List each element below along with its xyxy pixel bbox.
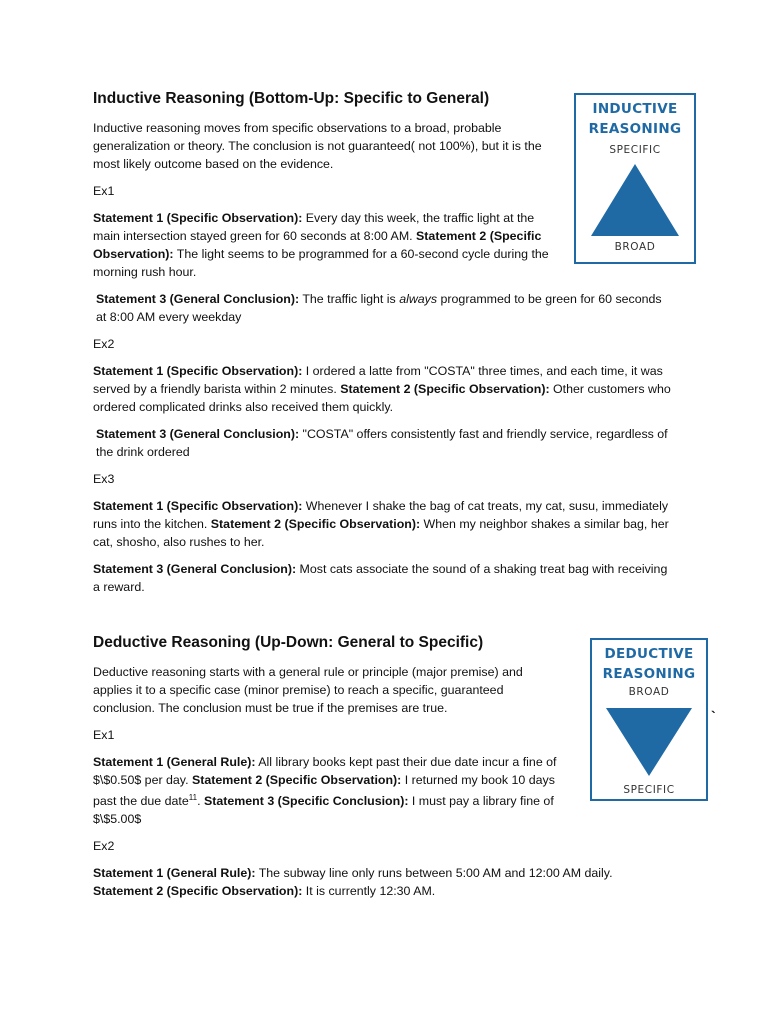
statement-text: When my neighbor shakes a similar bag, her cat, shosho, also rushes to her.: [93, 517, 669, 549]
statement-text: Whenever I shake the bag of cat treats, my cat, susu, immediately runs into the kitchen.: [93, 499, 669, 531]
statement-text: I returned my book 10 days past the due date: [93, 773, 555, 809]
statement-text: The light seems to be programmed for a 60-second cycle during the morning rush hour.: [93, 247, 549, 279]
conclusion-paragraph: [93, 290, 673, 326]
downward-triangle-icon: [604, 706, 694, 778]
statement-label: Statement 1 (Specific Observation):: [93, 499, 303, 513]
statement-label: Statement 1 (General Rule):: [93, 866, 256, 881]
statement-label: Statement 1 (Specific Observation):: [93, 211, 303, 225]
example-paragraph: [93, 362, 673, 416]
graphic-top-label: SPECIFIC: [609, 144, 661, 156]
upward-triangle-icon: [589, 162, 681, 238]
statement-label: Statement 1 (Specific Observation):: [93, 364, 303, 378]
graphic-title: DEDUCTIVE: [604, 646, 694, 662]
emphasis-text: always: [399, 292, 438, 306]
graphic-title: INDUCTIVE: [592, 101, 678, 117]
statement-label: Statement 3 (General Conclusion):: [93, 562, 297, 576]
statement-label: Statement 2 (Specific Observation):: [93, 229, 542, 261]
statement-label: Statement 2 (Specific Observation):: [191, 773, 402, 787]
stray-mark: `: [711, 708, 716, 724]
example-label: Ex2: [93, 337, 115, 351]
graphic-title: REASONING: [602, 666, 696, 682]
inductive-intro: Inductive reasoning moves from specific observations to a broad, probable generalization or theory. The conclusion is not guaranteed( not 100%), but it is the most likely outcome based on the evidence.: [93, 121, 542, 171]
statement-text: Other customers who ordered complicated drinks also received them quickly.: [93, 382, 671, 414]
conclusion-paragraph: [93, 560, 673, 596]
statement-text: I ordered a latte from "COSTA" three times, and each time, it was served by a friendly barista within 2 minutes.: [93, 364, 663, 396]
deductive-section: [93, 632, 673, 909]
statement-text: I must pay a library fine of $\$5.00$: [93, 794, 554, 827]
statement-text: programmed to be green for 60 seconds at 8:00 AM every weekday: [96, 292, 662, 324]
conclusion-paragraph: [93, 425, 673, 461]
example-label: Ex3: [93, 472, 115, 486]
example-label: Ex1: [93, 728, 115, 742]
example-paragraph: [93, 864, 673, 900]
statement-label: Statement 1 (General Rule):: [93, 755, 256, 769]
statement-label: Statement 2 (Specific Observation):: [93, 884, 303, 899]
example-paragraph: [93, 497, 673, 551]
statement-text: .: [197, 794, 204, 809]
statement-text: The traffic light is: [299, 292, 400, 306]
statement-text: All library books kept past their due date incur a fine of $\$0.50$ per day.: [93, 755, 557, 787]
example-paragraph: [93, 753, 563, 828]
statement-text: Every day this week, the traffic light at the main intersection stayed green for 60 seconds at 8:00 AM.: [93, 211, 535, 243]
graphic-top-label: BROAD: [628, 686, 670, 698]
example-paragraph: [93, 209, 563, 281]
inductive-heading: Inductive Reasoning (Bottom-Up: Specific to General): [93, 90, 490, 107]
deductive-intro: Deductive reasoning starts with a general rule or principle (major premise) and applies it to a specific case (minor premise) to reach a specific, guaranteed conclusion. The conclusion must be true if the premises are true.: [93, 665, 523, 715]
statement-text: Most cats associate the sound of a shaking treat bag with receiving a reward.: [93, 562, 668, 594]
inductive-reasoning-graphic: [574, 93, 696, 264]
statement-text: It is currently 12:30 AM.: [302, 884, 436, 899]
statement-text: The subway line only runs between 5:00 AM and 12:00 AM daily.: [255, 866, 613, 881]
statement-label: Statement 3 (General Conclusion):: [96, 427, 300, 441]
statement-label: Statement 3 (Specific Conclusion):: [203, 794, 409, 809]
example-label: Ex1: [93, 184, 115, 198]
footnote-marker[interactable]: 11: [188, 793, 198, 802]
statement-text: "COSTA" offers consistently fast and friendly service, regardless of the drink ordered: [96, 427, 668, 459]
statement-label: Statement 2 (Specific Observation):: [340, 382, 550, 396]
statement-label: Statement 3 (General Conclusion):: [96, 292, 300, 306]
statement-label: Statement 2 (Specific Observation):: [210, 517, 421, 531]
example-label: Ex2: [93, 839, 115, 854]
graphic-bottom-label: SPECIFIC: [623, 784, 675, 796]
deductive-heading: Deductive Reasoning (Up-Down: General to Specific): [93, 634, 484, 651]
graphic-title: REASONING: [588, 121, 682, 137]
deductive-reasoning-graphic: [590, 638, 708, 801]
graphic-bottom-label: BROAD: [614, 241, 656, 253]
